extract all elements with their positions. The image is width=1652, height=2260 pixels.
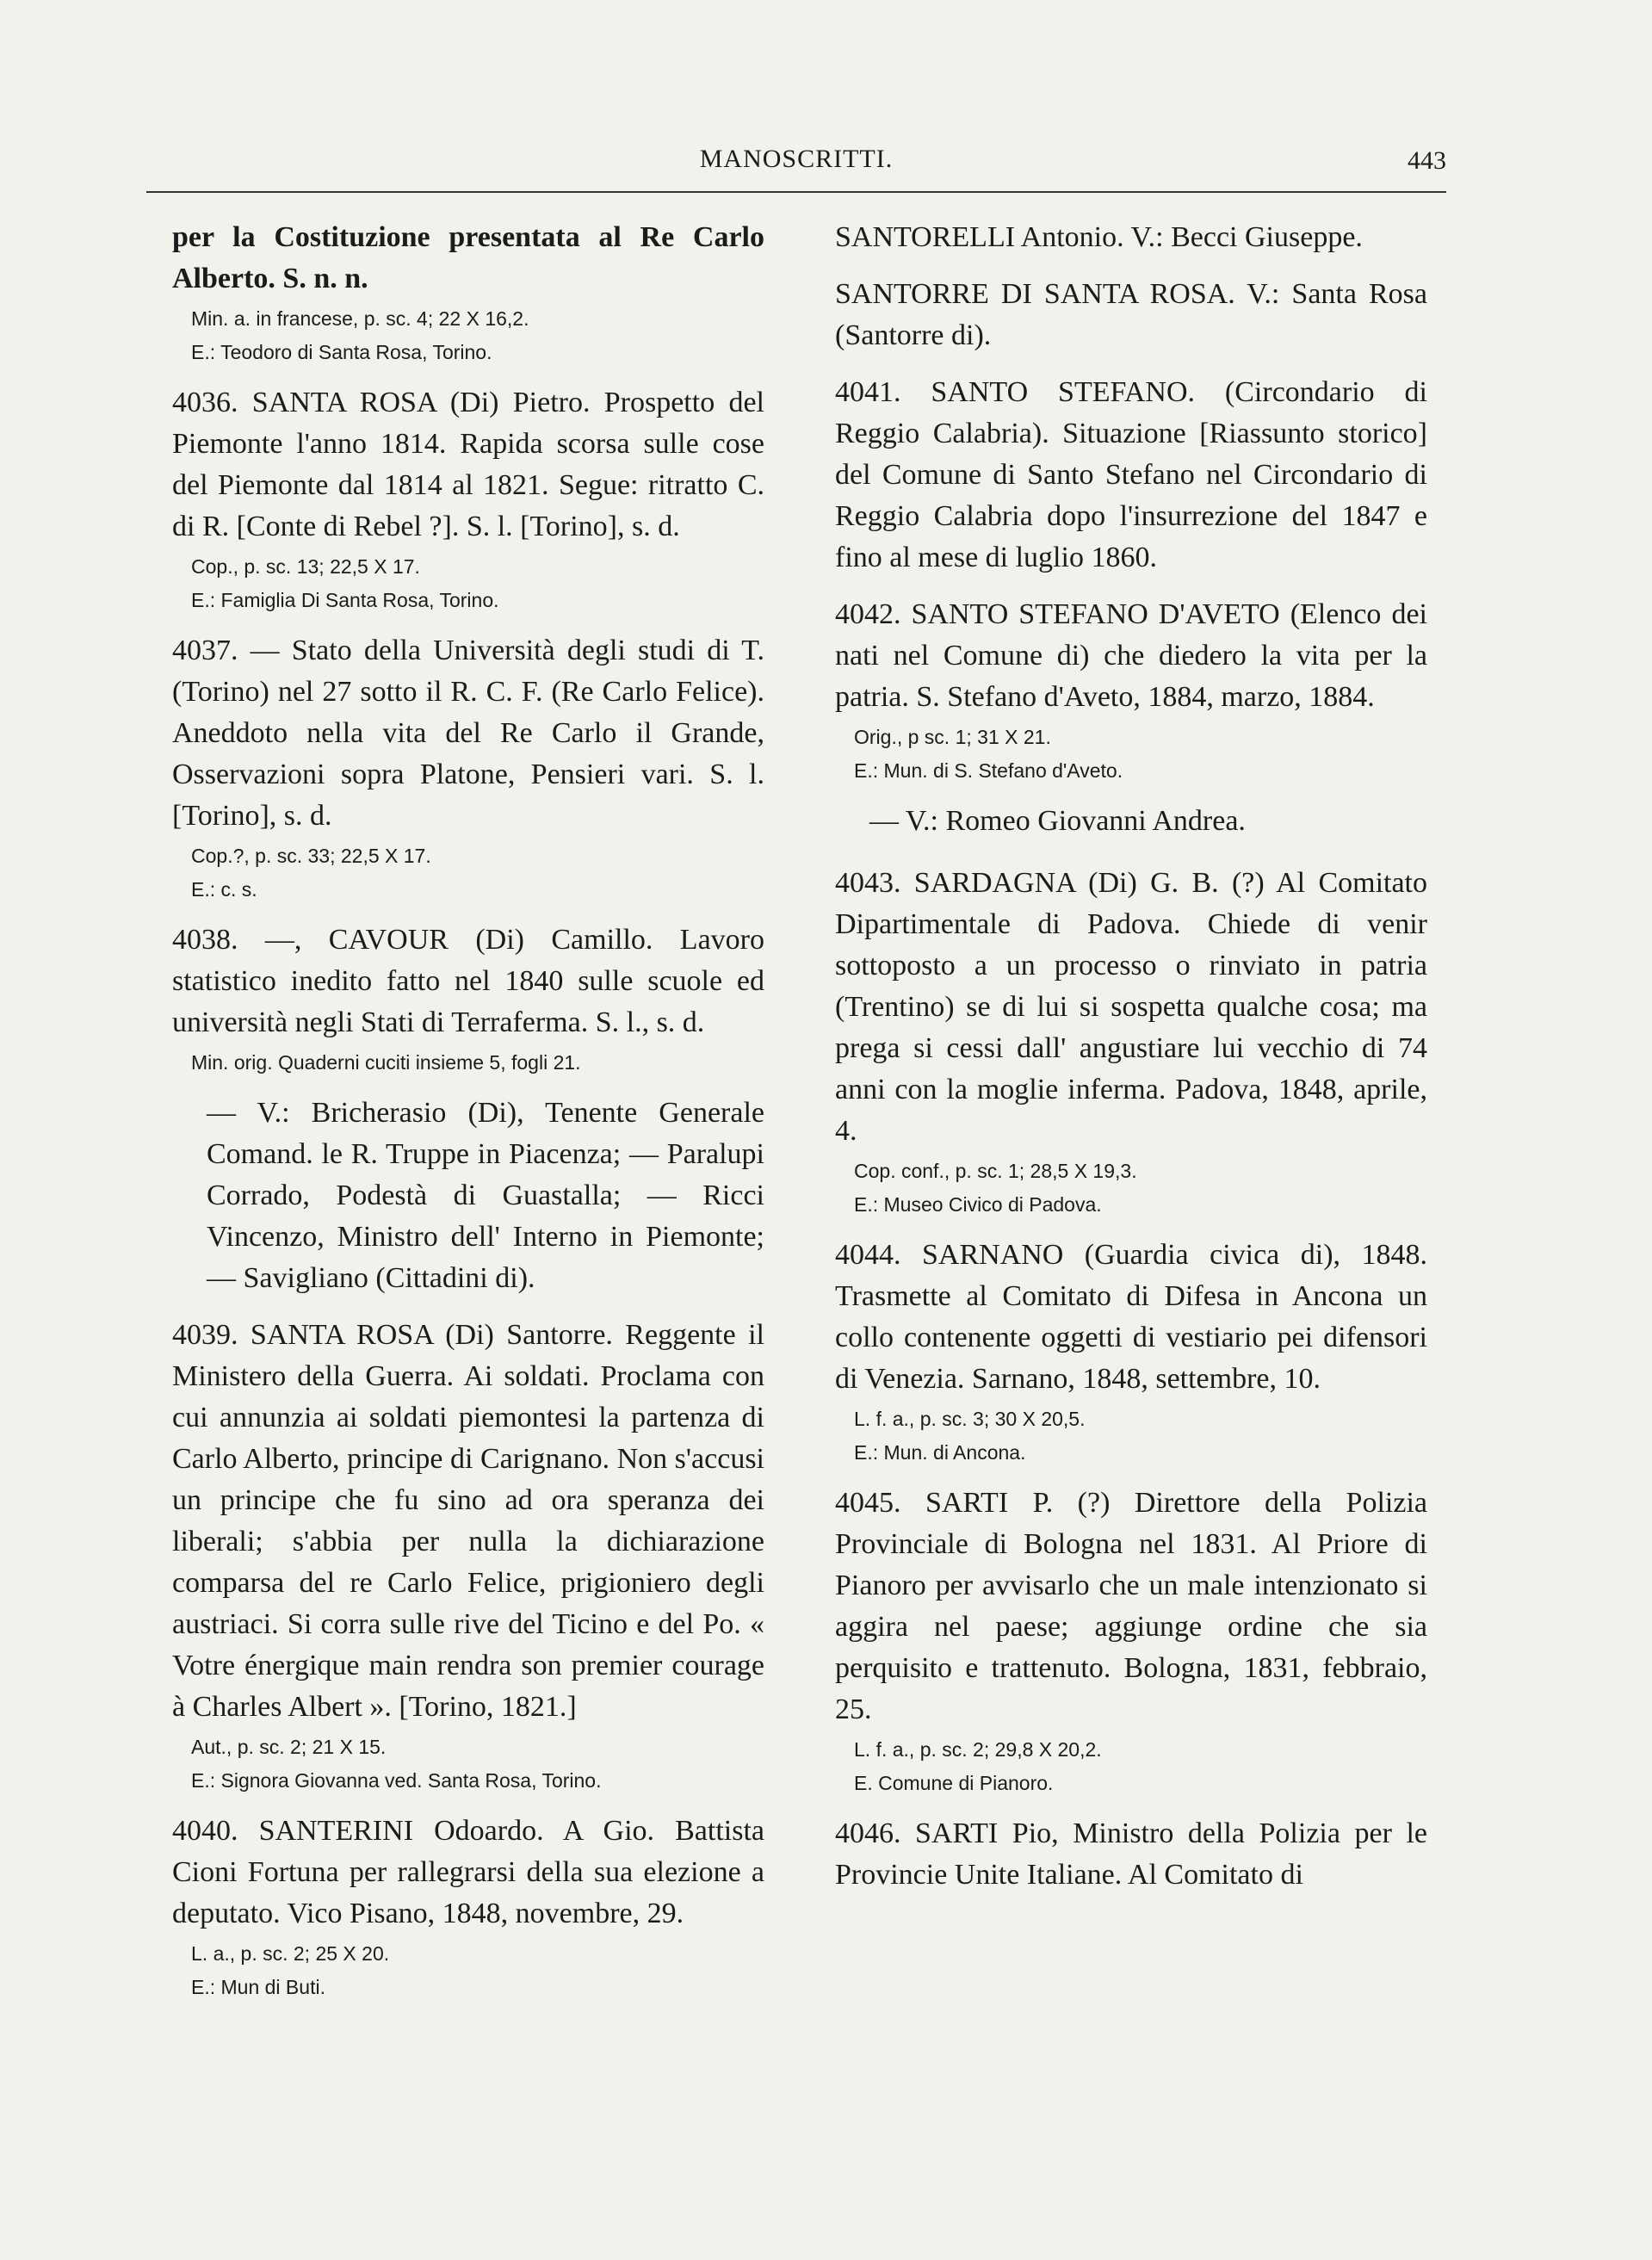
page-number: 443 <box>1408 146 1446 175</box>
entry-note: L. a., p. sc. 2; 25 X 20. <box>191 1942 390 1965</box>
running-head <box>146 145 1446 188</box>
entry-note: E.: Mun di Buti. <box>191 1976 325 1998</box>
entry-note: E.: Mun. di S. Stefano d'Aveto. <box>854 759 1123 782</box>
entry-text: 4043. SARDAGNA (Di) G. B. (?) Al Comitato Dipartimentale di Padova. Chiede di venir sottoposto a un processo o rinviato in patria (Trentino) se di lui si sospetta qualche cosa; ma prega si cessi dall' angustiare lui vecchio di 74 anni con la moglie inferma. Padova, 1848, aprile, 4. <box>835 867 1427 1147</box>
entry-text: 4041. SANTO STEFANO. (Circondario di Reggio Calabria). Situazione [Riassunto storico] del Comune di Santo Stefano nel Circondario di Reggio Calabria dopo l'insurrezione del 1847 e fino al mese di luglio 1860. <box>835 376 1427 573</box>
catalog-entry-4037 <box>172 630 764 904</box>
entry-note: Min. orig. Quaderni cuciti insieme 5, fogli 21. <box>191 1051 581 1074</box>
entry-note: E. Comune di Pianoro. <box>854 1772 1054 1794</box>
entry-note: E.: c. s. <box>191 878 257 901</box>
catalog-entry-4044 <box>835 1235 1427 1467</box>
running-head-title: MANOSCRITTI. <box>699 145 894 173</box>
entry-text: 4044. SARNANO (Guardia civica di), 1848. Trasmette al Comitato di Difesa in Ancona un collo contenente oggetti di vestiario pei difensori di Venezia. Sarnano, 1848, settembre, 10. <box>835 1239 1427 1395</box>
catalog-entry-continuation <box>172 217 764 367</box>
entry-text: 4040. SANTERINI Odoardo. A Gio. Battista Cioni Fortuna per rallegrarsi della sua elezione a deputato. Vico Pisano, 1848, novembre, 29. <box>172 1815 764 1929</box>
cross-reference: SANTORELLI Antonio. V.: Becci Giuseppe. <box>835 221 1363 253</box>
entry-text: 4042. SANTO STEFANO D'AVETO (Elenco dei nati nel Comune di) che diedero la vita per la patria. S. Stefano d'Aveto, 1884, marzo, 1884. <box>835 598 1427 713</box>
entry-text: 4038. —, CAVOUR (Di) Camillo. Lavoro statistico inedito fatto nel 1840 sulle scuole ed università negli Stati di Terraferma. S. l., s. d. <box>172 924 764 1038</box>
catalog-entry-4045 <box>835 1483 1427 1798</box>
entry-note: Aut., p. sc. 2; 21 X 15. <box>191 1736 387 1758</box>
catalog-entry-4039 <box>172 1315 764 1795</box>
right-column <box>835 217 1427 1911</box>
entry-text: per la Costituzione presentata al Re Carlo Alberto. S. n. n. <box>172 221 764 294</box>
cross-reference: SANTORRE DI SANTA ROSA. V.: Santa Rosa (Santorre di). <box>835 278 1427 351</box>
catalog-entry-4041 <box>835 372 1427 579</box>
catalog-entry-4042 <box>835 594 1427 785</box>
entry-text: 4036. SANTA ROSA (Di) Pietro. Prospetto del Piemonte l'anno 1814. Rapida scorsa sulle cose del Piemonte dal 1814 al 1821. Segue: ritratto C. di R. [Conte di Rebel ?]. S. l. [Torino], s. d. <box>172 387 764 542</box>
catalog-entry-4038 <box>172 919 764 1077</box>
entry-note: E.: Teodoro di Santa Rosa, Torino. <box>191 341 492 363</box>
catalog-entry-4043 <box>835 863 1427 1219</box>
entry-note: Cop., p. sc. 13; 22,5 X 17. <box>191 555 420 578</box>
entry-note: L. f. a., p. sc. 3; 30 X 20,5. <box>854 1408 1086 1430</box>
entry-note: E.: Museo Civico di Padova. <box>854 1193 1102 1216</box>
entry-note: Cop.?, p. sc. 33; 22,5 X 17. <box>191 845 431 867</box>
entry-note: Min. a. in francese, p. sc. 4; 22 X 16,2. <box>191 307 529 330</box>
left-column <box>172 217 764 2017</box>
cross-reference: — V.: Bricherasio (Di), Tenente Generale Comand. le R. Truppe in Piacenza; — Paralupi Corrado, Podestà di Guastalla; — Ricci Vincenzo, Ministro dell' Interno in Piemonte; — Savigliano (Cittadini di). <box>207 1097 764 1294</box>
entry-text: 4046. SARTI Pio, Ministro della Polizia per le Provincie Unite Italiane. Al Comitato di <box>835 1817 1427 1891</box>
entry-note: E.: Mun. di Ancona. <box>854 1441 1026 1464</box>
header-rule <box>146 191 1446 193</box>
entry-note: Orig., p sc. 1; 31 X 21. <box>854 726 1051 748</box>
entry-text: 4039. SANTA ROSA (Di) Santorre. Reggente il Ministero della Guerra. Ai soldati. Proclama con cui annunzia ai soldati piemontesi la partenza di Carlo Alberto, principe di Carignano. Non s'accusi un principe che fu sino ad ora speranza dei liberali; s'abbia per nulla la dichiarazione comparsa del re Carlo Felice, prigioniero degli austriaci. Si corra sulle rive del Ticino e del Po. « Votre énergique main rendra son premier courage à Charles Albert ». [Torino, 1821.] <box>172 1319 764 1723</box>
entry-text: 4045. SARTI P. (?) Direttore della Polizia Provinciale di Bologna nel 1831. Al Priore di Pianoro per avvisarlo che un male intenzionato si aggira nel paese; aggiunge ordine che sia perquisito e trattenuto. Bologna, 1831, febbraio, 25. <box>835 1487 1427 1725</box>
entry-note: E.: Signora Giovanna ved. Santa Rosa, Torino. <box>191 1769 602 1792</box>
cross-reference: — V.: Romeo Giovanni Andrea. <box>869 805 1246 837</box>
catalog-entry-4040 <box>172 1811 764 2002</box>
entry-note: Cop. conf., p. sc. 1; 28,5 X 19,3. <box>854 1160 1137 1182</box>
entry-note: L. f. a., p. sc. 2; 29,8 X 20,2. <box>854 1738 1102 1761</box>
entry-text: 4037. — Stato della Università degli studi di T. (Torino) nel 27 sotto il R. C. F. (Re Carlo Felice). Aneddoto nella vita del Re Carlo il Grande, Osservazioni sopra Platone, Pensieri vari. S. l. [Torino], s. d. <box>172 635 764 832</box>
catalog-entry-4036 <box>172 382 764 615</box>
entry-note: E.: Famiglia Di Santa Rosa, Torino. <box>191 589 499 611</box>
catalog-entry-4046 <box>835 1813 1427 1896</box>
